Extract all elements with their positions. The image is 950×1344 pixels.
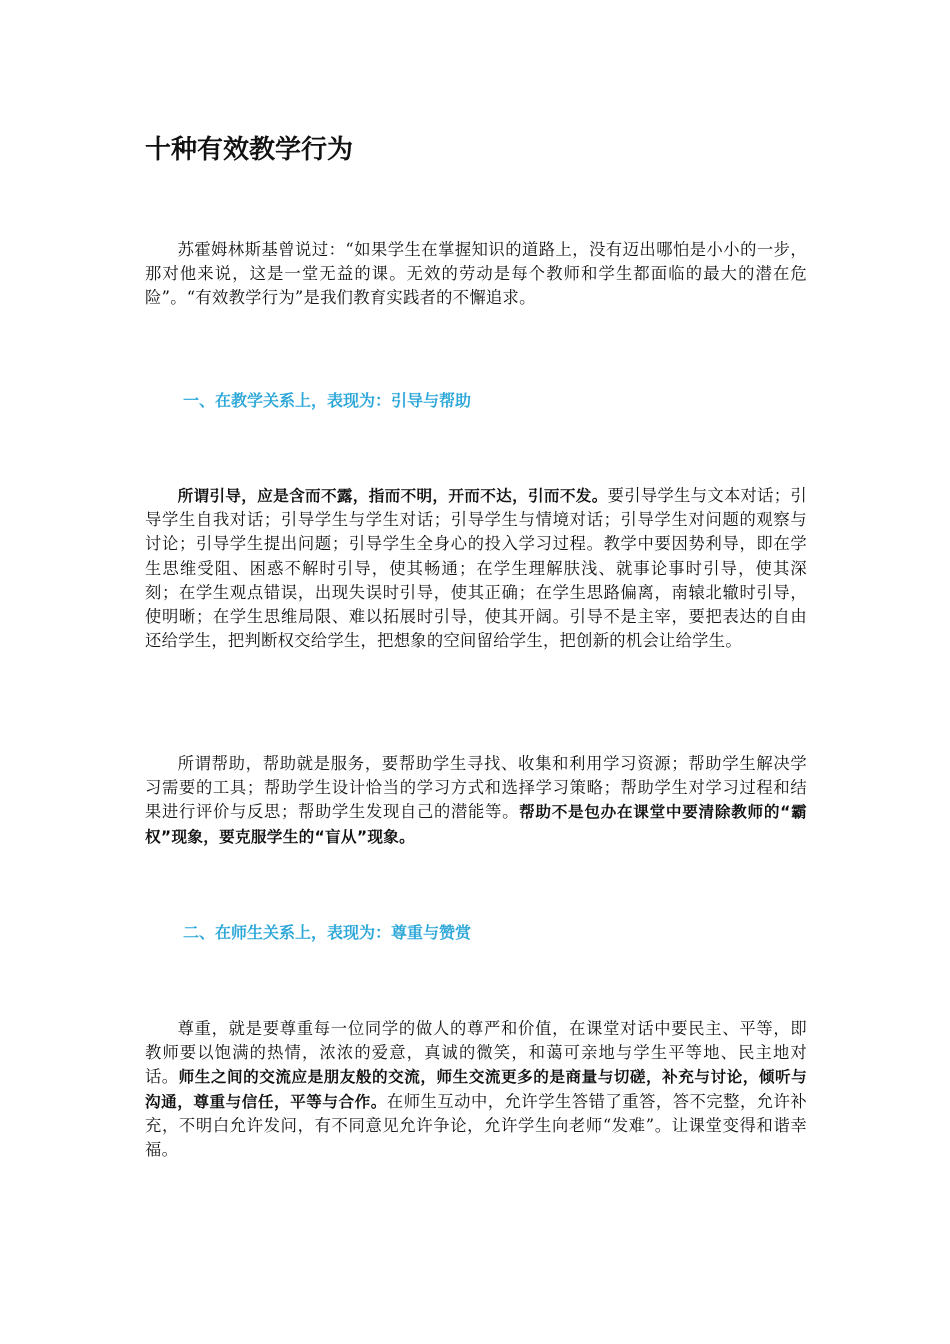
- help-bold-text: 帮助不是包办在课堂中要清除教师的“霸权”现象，要克服学生的“盲从”现象。: [145, 803, 807, 846]
- document-title: 十种有效教学行为: [145, 135, 354, 165]
- guidance-paragraph: [145, 484, 807, 653]
- intro-paragraph: 苏霍姆林斯基曾说过：“如果学生在掌握知识的道路上，没有迈出哪怕是小小的一步，那对他来说，这是一堂无益的课。无效的劳动是每个教师和学生都面临的最大的潜在危险”。“有效教学行为”是我们教育实践者的不懈追求。: [145, 240, 807, 308]
- help-paragraph: [145, 752, 807, 849]
- section-heading-guidance: 一、在教学关系上，表现为：引导与帮助: [183, 391, 472, 410]
- respect-tail-text: 在师生互动中，允许学生答错了重答，答不完整，允许补充，不明白允许发问，有不同意见允许争论，允许学生向老师“发难”。让课堂变得和谐幸福。: [145, 1091, 807, 1160]
- section-heading-respect: 二、在师生关系上，表现为：尊重与赞赏: [183, 923, 472, 942]
- guidance-bold-text: 所谓引导，应是含而不露，指而不明，开而不达，引而不发。: [177, 487, 608, 505]
- respect-paragraph: [145, 1017, 807, 1162]
- help-body-text: 所谓帮助，帮助就是服务，要帮助学生寻找、收集和利用学习资源；帮助学生解决学习需要的工具；帮助学生设计恰当的学习方式和选择学习策略；帮助学生对学习过程和结果进行评价与反思；帮助学生发现自己的潜能等。: [145, 754, 807, 822]
- guidance-body-text: 要引导学生与文本对话；引导学生自我对话；引导学生与学生对话；引导学生与情境对话；引导学生对问题的观察与讨论；引导学生提出问题；引导学生全身心的投入学习过程。教学中要因势利导，即在学生思维受阻、困惑不解时引导，使其畅通；在学生理解肤浅、就事论事时引导，使其深刻；在学生观点错误，出现失误时引导，使其正确；在学生思路偏离，南辕北辙时引导，使明晰；在学生思维局限、难以拓展时引导，使其开阔。引导不是主宰，要把表达的自由还给学生，把判断权交给学生，把想象的空间留给学生，把创新的机会让给学生。: [145, 486, 807, 651]
- respect-body-text: 尊重，就是要尊重每一位同学的做人的尊严和价值，在课堂对话中要民主、平等，即教师要以饱满的热情，浓浓的爱意，真诚的微笑，和蔼可亲地与学生平等地、民主地对话。: [145, 1019, 807, 1087]
- respect-bold-text: 师生之间的交流应是朋友般的交流，师生交流更多的是商量与切磋，补充与讨论，倾听与沟通，尊重与信任，平等与合作。: [145, 1068, 808, 1111]
